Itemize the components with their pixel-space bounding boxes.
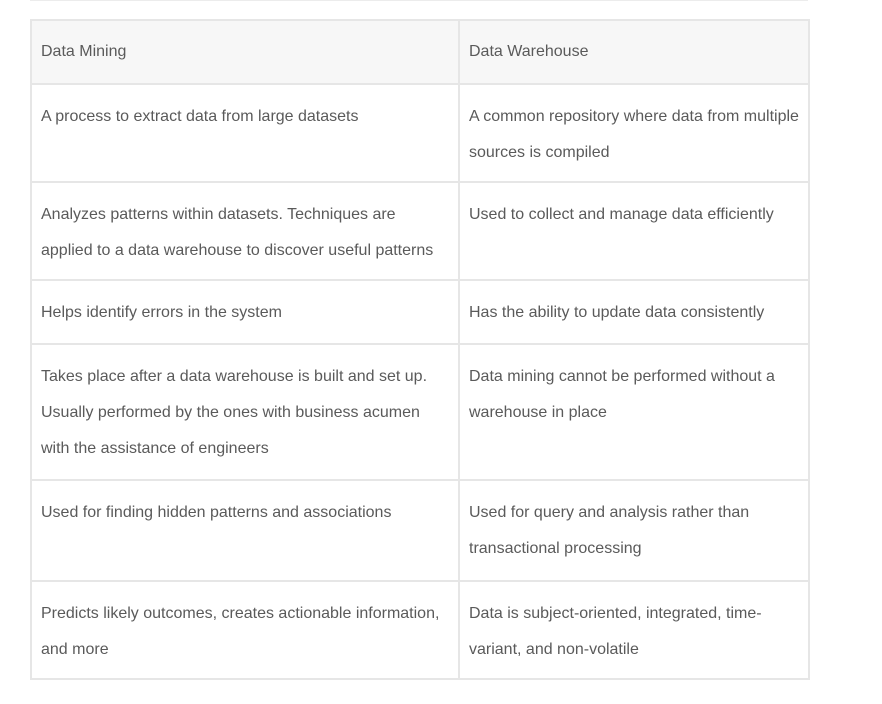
data-warehouse-cell: Data is subject-oriented, integrated, time-variant, and non-volatile (459, 581, 809, 679)
table-row (31, 280, 809, 344)
data-warehouse-cell: Has the ability to update data consistently (459, 280, 809, 344)
data-mining-cell: Takes place after a data warehouse is built and set up. Usually performed by the ones with business acumen with the assistance of engineers (31, 344, 459, 480)
comparison-table (30, 19, 810, 680)
table-top-border (30, 0, 808, 19)
table-row (31, 84, 809, 182)
data-warehouse-cell: Used for query and analysis rather than transactional processing (459, 480, 809, 581)
table-row (31, 182, 809, 280)
data-mining-cell: A process to extract data from large datasets (31, 84, 459, 182)
data-warehouse-cell: Data mining cannot be performed without a warehouse in place (459, 344, 809, 480)
data-mining-cell: Helps identify errors in the system (31, 280, 459, 344)
comparison-table-container (30, 0, 808, 680)
data-mining-cell: Used for finding hidden patterns and associations (31, 480, 459, 581)
table-row (31, 480, 809, 581)
header-data-warehouse: Data Warehouse (459, 20, 809, 84)
data-mining-cell: Analyzes patterns within datasets. Techniques are applied to a data warehouse to discover useful patterns (31, 182, 459, 280)
header-data-mining: Data Mining (31, 20, 459, 84)
table-row (31, 344, 809, 480)
table-row (31, 581, 809, 679)
data-warehouse-cell: A common repository where data from multiple sources is compiled (459, 84, 809, 182)
data-mining-cell: Predicts likely outcomes, creates actionable information, and more (31, 581, 459, 679)
data-warehouse-cell: Used to collect and manage data efficiently (459, 182, 809, 280)
table-header-row (31, 20, 809, 84)
